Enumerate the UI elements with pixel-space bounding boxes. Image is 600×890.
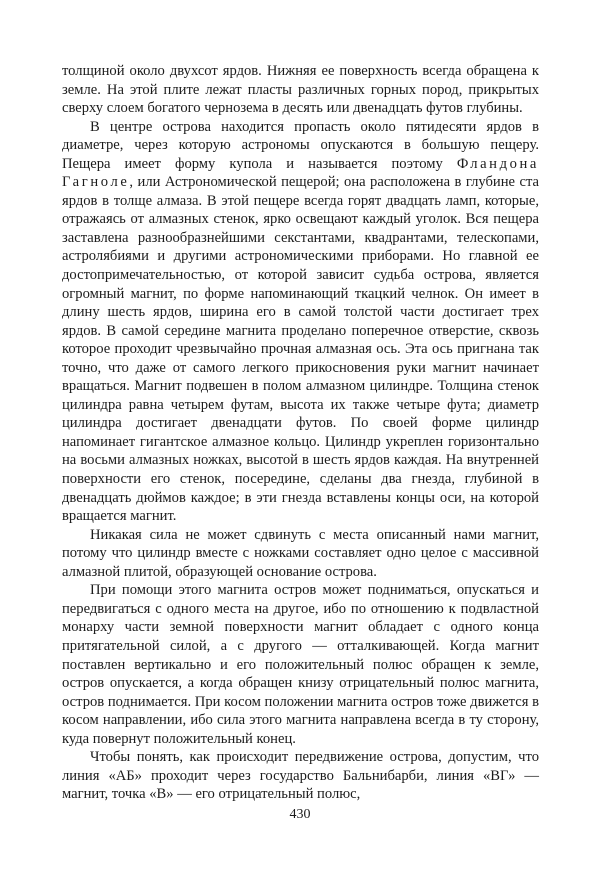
paragraph-text: При помощи этого магнита остров может подниматься, опускаться и передвигаться с одного места на другое, ибо по отношению к подвластной монарху части земной поверхности магнит обладает с одного конца притягательной силой, а с другого — отталкивающей. Когда магнит поставлен вертикально и его положительный полюс обращен к земле, остров опускается, а когда обращен книзу отрицательный полюс магнита, остров поднимается. При косом положении магнита остров тоже движется в косом направлении, ибо сила этого магнита направлена всегда в ту сторону, куда повернут положительный конец.	[62, 582, 539, 747]
paragraph	[62, 62, 539, 118]
paragraph	[62, 118, 539, 526]
paragraph-text: , или Астрономической пещерой; она расположена в глубине ста ярдов в толще алмаза. В этой пещере всегда горят двадцать ламп, которые, отражаясь от алмазных стенок, ярко освещают каждый уголок. Вся пещера заставлена разнообразнейшими секстантами, квадрантами, телескопами, астролябиями и другими астрономическими приборами. Но главной ее достопримечательностью, от которой зависит судьба острова, является огромный магнит, по форме напоминающий ткацкий челнок. Он имеет в длину шесть ярдов, ширина его в самой толстой части достигает трех ярдов. В самой середине магнита проделано поперечное отверстие, сквозь которое проходит чрезвычайно прочная алмазная ось. Эта ось пригнана так точно, что даже от самого легкого прикосновения руки магнит начинает вращаться. Магнит подвешен в полом алмазном цилиндре. Толщина стенок цилиндра равна четырем футам, высота их также четыре фута; диаметр цилиндра достигает двенадцати футов. По своей форме цилиндр напоминает гигантское алмазное кольцо. Цилиндр укреплен горизонтально на восьми алмазных ножках, высотой в шесть ярдов каждая. На внутренней поверхности его стенок, посередине, сделаны два гнезда, глубиной в двенадцать дюймов каждое; в эти гнезда вставлены концы оси, на которой вращается магнит.	[62, 174, 539, 525]
spaced-name-text: Фландона Гагноле	[62, 155, 539, 191]
paragraph-text: толщиной около двухсот ярдов. Нижняя ее поверхность всегда обращена к земле. На этой плите лежат пласты различных горных пород, прикрытых сверху слоем богатого чернозема в десять или двенадцать футов глубины.	[62, 63, 539, 117]
paragraph	[62, 748, 539, 804]
paragraph-text: Никакая сила не может сдвинуть с места описанный нами магнит, потому что цилиндр вместе с ножками составляет одно целое с массивной алмазной плитой, образующей основание острова.	[62, 526, 539, 580]
paragraph-text: В центре острова находится пропасть около пятидесяти ярдов в диаметре, через которую астрономы опускаются в большую пещеру. Пещера имеет форму купола и называется поэтому	[62, 118, 539, 172]
paragraph	[62, 581, 539, 748]
page-number: 430	[289, 807, 311, 822]
paragraph	[62, 526, 539, 582]
paragraph-text: Чтобы понять, как происходит передвижение острова, допустим, что линия «АБ» проходит через государство Бальнибарби, линия «ВГ» — магнит, точка «В» — его отрицательный полюс,	[62, 749, 539, 803]
body-text	[62, 62, 539, 804]
